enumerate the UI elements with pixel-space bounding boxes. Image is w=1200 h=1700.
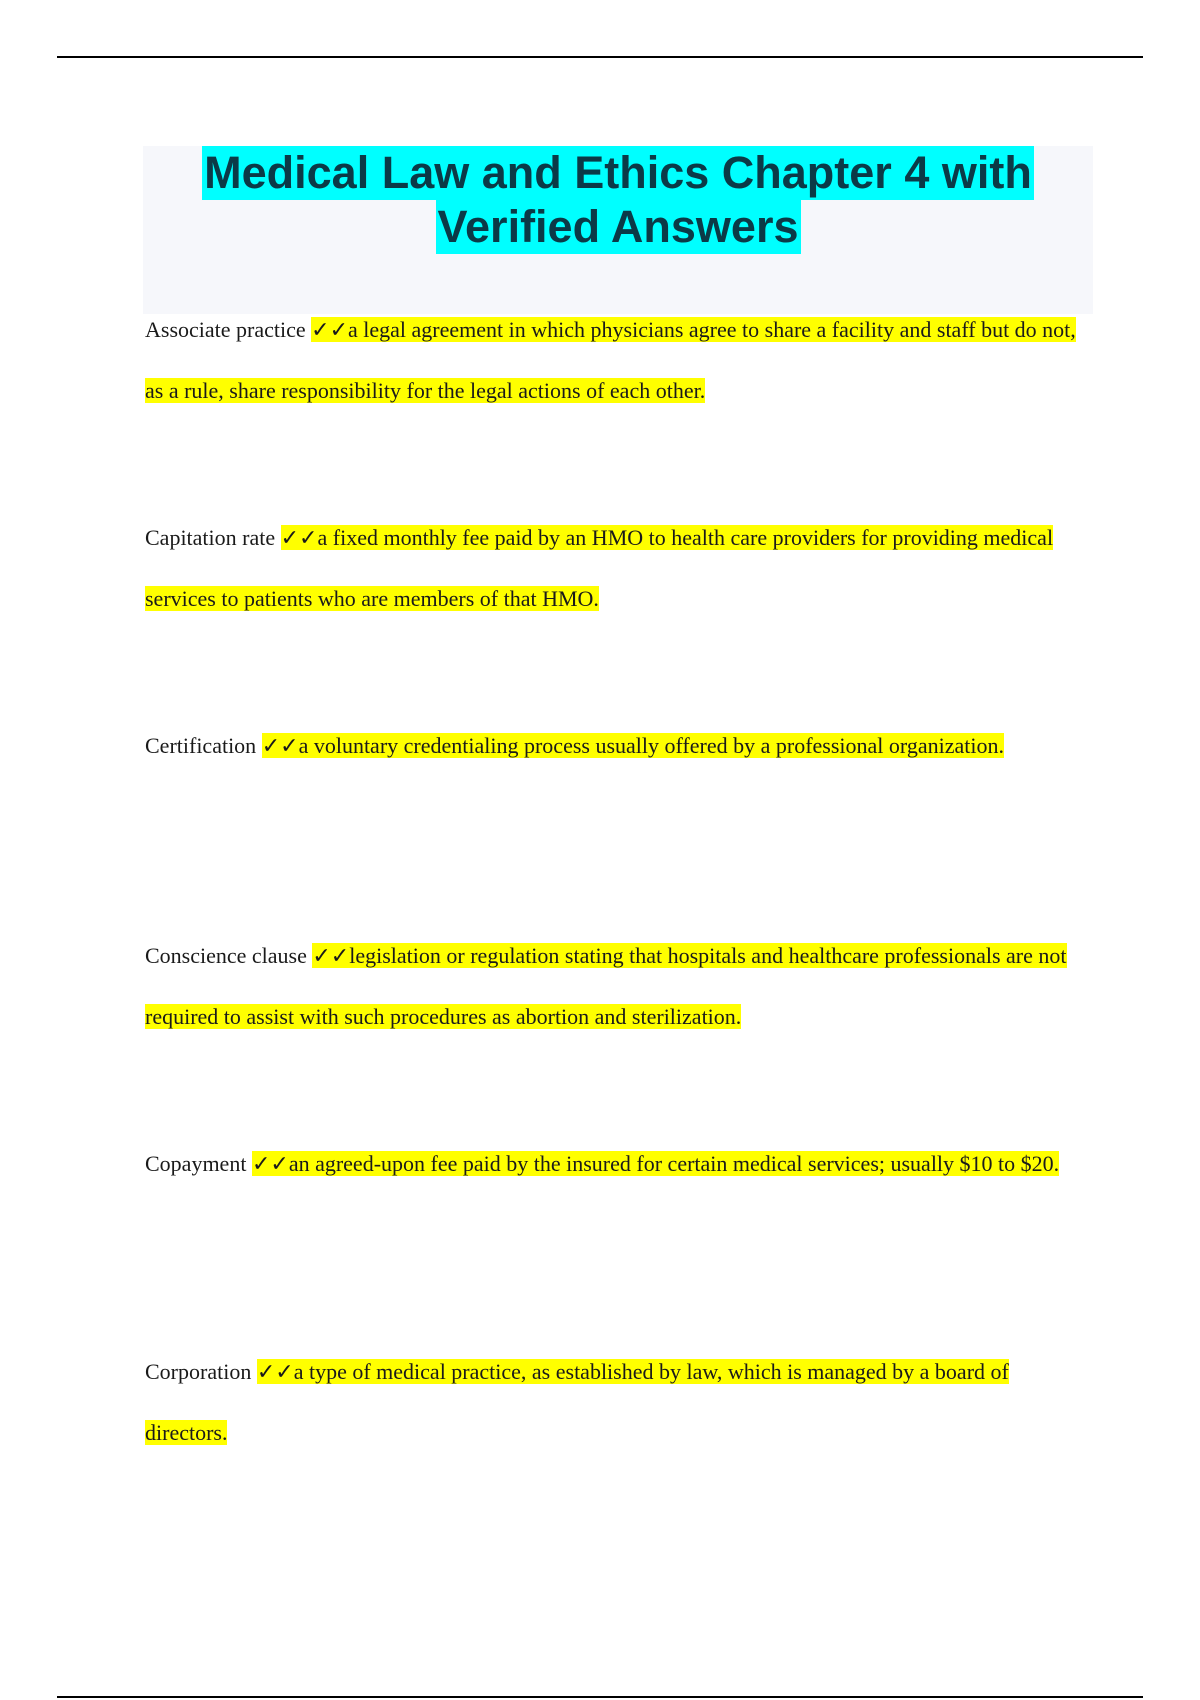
entry-conscience-clause [145, 926, 1095, 1047]
entry-term: Associate practice [145, 317, 306, 342]
entry-term: Conscience clause [145, 943, 307, 968]
entry-corporation [145, 1342, 1095, 1463]
entry-definition: a type of medical practice, as established by law, which is managed by a board of directors. [145, 1359, 1009, 1445]
page-title [143, 146, 1093, 254]
title-line-1: Medical Law and Ethics Chapter 4 with [204, 147, 1032, 198]
entry-term: Corporation [145, 1359, 252, 1384]
footer-rule [57, 1696, 1143, 1698]
entry-definition: legislation or regulation stating that hospitals and healthcare professionals are not required to assist with such procedures as abortion and sterilization. [145, 943, 1067, 1029]
entry-definition: a legal agreement in which physicians agree to share a facility and staff but do not, as a rule, share responsibility for the legal actions of each other. [145, 317, 1076, 403]
title-block [143, 146, 1093, 314]
check-mark-icon: ✓✓ [261, 734, 299, 759]
entry-definition: a voluntary credentialing process usually offered by a professional organization. [298, 733, 1004, 758]
check-mark-icon: ✓✓ [280, 526, 318, 551]
entry-definition-highlight [145, 1359, 1009, 1445]
entry-definition: an agreed-upon fee paid by the insured for certain medical services; usually $10 to $20. [288, 1151, 1060, 1176]
check-mark-icon: ✓✓ [311, 318, 349, 343]
entry-definition: a fixed monthly fee paid by an HMO to health care providers for providing medical services to patients who are members of that HMO. [145, 525, 1054, 611]
entry-certification [145, 716, 1095, 777]
entry-term: Certification [145, 733, 257, 758]
entry-definition-highlight [252, 1151, 1059, 1176]
check-mark-icon: ✓✓ [256, 1360, 294, 1385]
check-mark-icon: ✓✓ [312, 944, 350, 969]
entry-term: Capitation rate [145, 525, 276, 550]
entry-definition-highlight [145, 525, 1053, 611]
entry-term: Copayment [145, 1151, 247, 1176]
title-line-2: Verified Answers [437, 201, 799, 252]
entry-copayment [145, 1134, 1095, 1195]
check-mark-icon: ✓✓ [251, 1152, 289, 1177]
entry-capitation-rate [145, 508, 1095, 629]
entry-definition-highlight [262, 733, 1004, 758]
entry-associate-practice [145, 300, 1095, 421]
header-rule [57, 56, 1143, 58]
